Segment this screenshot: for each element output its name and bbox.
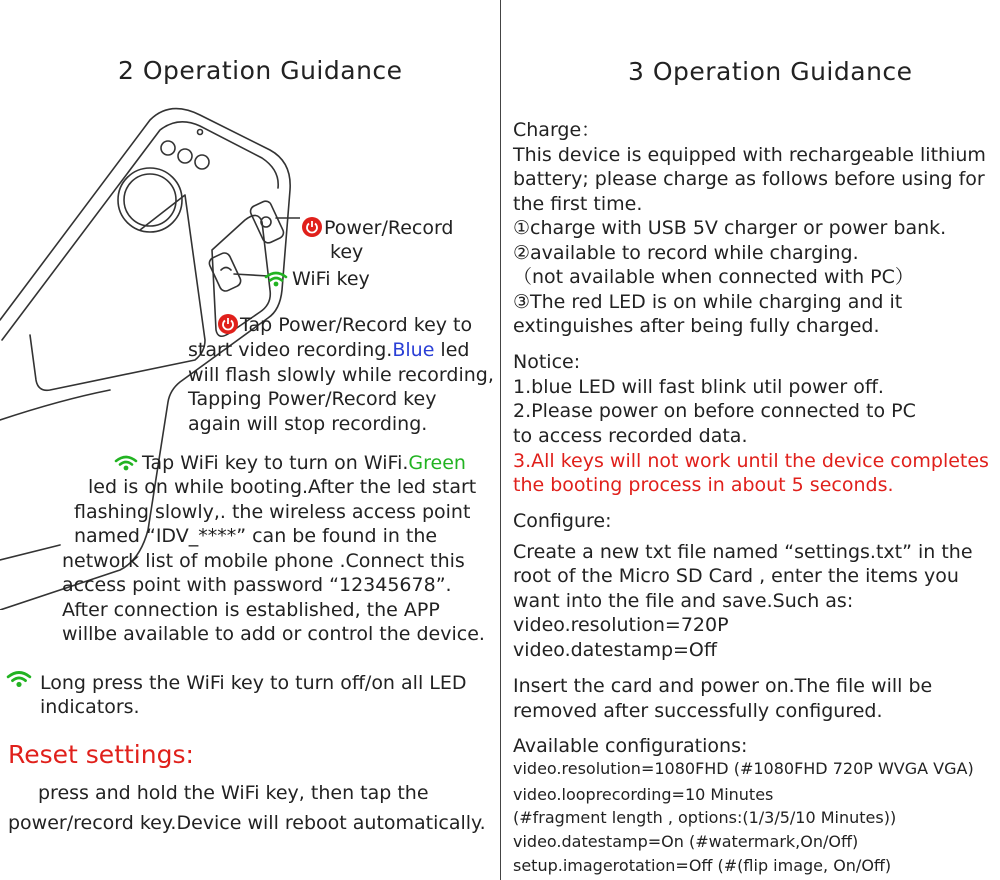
wifi-para-line6: access point with password “12345678”. bbox=[62, 574, 452, 596]
configure-line1: Create a new txt file named “settings.txt” in the bbox=[513, 541, 973, 563]
charge-line8: extinguishes after being fully charged. bbox=[513, 315, 880, 337]
charge-title: Charge： bbox=[513, 119, 601, 141]
notice-line4: 3.All keys will not work until the device completes bbox=[513, 450, 989, 472]
wifi-para-line3: flashing slowly,. the wireless access point bbox=[74, 501, 471, 523]
available-line4: video.datestamp=On (#watermark,On/Off) bbox=[513, 832, 859, 851]
charge-line4: ①charge with USB 5V charger or power bank. bbox=[513, 217, 947, 239]
wifi-icon bbox=[6, 670, 32, 688]
notice-line5: the booting process in about 5 seconds. bbox=[513, 474, 894, 496]
configure-title: Configure: bbox=[513, 510, 612, 532]
power-key-label: Power/Record bbox=[302, 216, 454, 241]
power-key-label-line2: key bbox=[330, 241, 364, 263]
reset-line1: press and hold the WiFi key, then tap the bbox=[38, 782, 429, 804]
power-para-line2: start video recording.Blue led bbox=[188, 339, 470, 361]
wifi-para-line7: After connection is established, the APP bbox=[62, 599, 440, 621]
charge-line3: the first time. bbox=[513, 193, 643, 215]
configure-line5: video.datestamp=Off bbox=[513, 639, 717, 661]
wifi-key-label: WiFi key bbox=[264, 267, 370, 292]
available-title: Available configurations: bbox=[513, 735, 748, 757]
long-press-line1: Long press the WiFi key to turn off/on all LED bbox=[40, 672, 467, 694]
right-heading: 3 Operation Guidance bbox=[628, 57, 913, 86]
configure-line3: want into the file and save.Such as: bbox=[513, 590, 854, 612]
wifi-para-line2: led is on while booting.After the led start bbox=[88, 476, 477, 498]
notice-line2: 2.Please power on before connected to PC bbox=[513, 400, 916, 422]
charge-line1: This device is equipped with rechargeable lithium bbox=[513, 144, 986, 166]
wifi-para-line4: named “IDV_****” can be found in the bbox=[74, 525, 438, 547]
charge-line5: ②available to record while charging. bbox=[513, 242, 859, 264]
power-para-line3: will flash slowly while recording, bbox=[188, 364, 494, 386]
charge-line6: （not available when connected with PC） bbox=[513, 266, 914, 288]
reset-line2: power/record key.Device will reboot automatically. bbox=[8, 812, 486, 834]
available-line3: (#fragment length , options:(1/3/5/10 Minutes)) bbox=[513, 808, 897, 827]
wifi-icon bbox=[114, 455, 138, 471]
left-heading: 2 Operation Guidance bbox=[118, 56, 403, 85]
available-line1: video.resolution=1080FHD (#1080FHD 720P WVGA VGA) bbox=[513, 759, 974, 778]
notice-line3: to access recorded data. bbox=[513, 425, 748, 447]
available-line2: video.looprecording=10 Minutes bbox=[513, 785, 774, 804]
column-divider bbox=[500, 0, 501, 880]
wifi-para-line8: willbe available to add or control the device. bbox=[62, 623, 485, 645]
wifi-icon bbox=[264, 271, 288, 287]
charge-line2: battery; please charge as follows before using for bbox=[513, 168, 985, 190]
insert-line1: Insert the card and power on.The file will be bbox=[513, 675, 933, 697]
notice-title: Notice: bbox=[513, 351, 581, 373]
available-line5: setup.imagerotation=Off (#(flip image, On/Off) bbox=[513, 856, 892, 875]
charge-line7: ③The red LED is on while charging and it bbox=[513, 291, 903, 313]
power-icon bbox=[218, 314, 238, 334]
configure-line2: root of the Micro SD Card , enter the items you bbox=[513, 565, 959, 587]
reset-settings-title: Reset settings: bbox=[8, 740, 194, 769]
notice-line1: 1.blue LED will fast blink util power off. bbox=[513, 376, 884, 398]
power-para-line4: Tapping Power/Record key bbox=[188, 388, 437, 410]
insert-line2: removed after successfully configured. bbox=[513, 700, 883, 722]
power-para-line1: Tap Power/Record key to bbox=[218, 313, 472, 338]
long-press-line2: indicators. bbox=[40, 696, 140, 718]
configure-line4: video.resolution=720P bbox=[513, 614, 729, 636]
wifi-para-line5: network list of mobile phone .Connect this bbox=[62, 550, 465, 572]
wifi-para-line1: Tap WiFi key to turn on WiFi.Green bbox=[114, 451, 466, 476]
power-icon bbox=[302, 217, 322, 237]
power-para-line5: again will stop recording. bbox=[188, 413, 428, 435]
